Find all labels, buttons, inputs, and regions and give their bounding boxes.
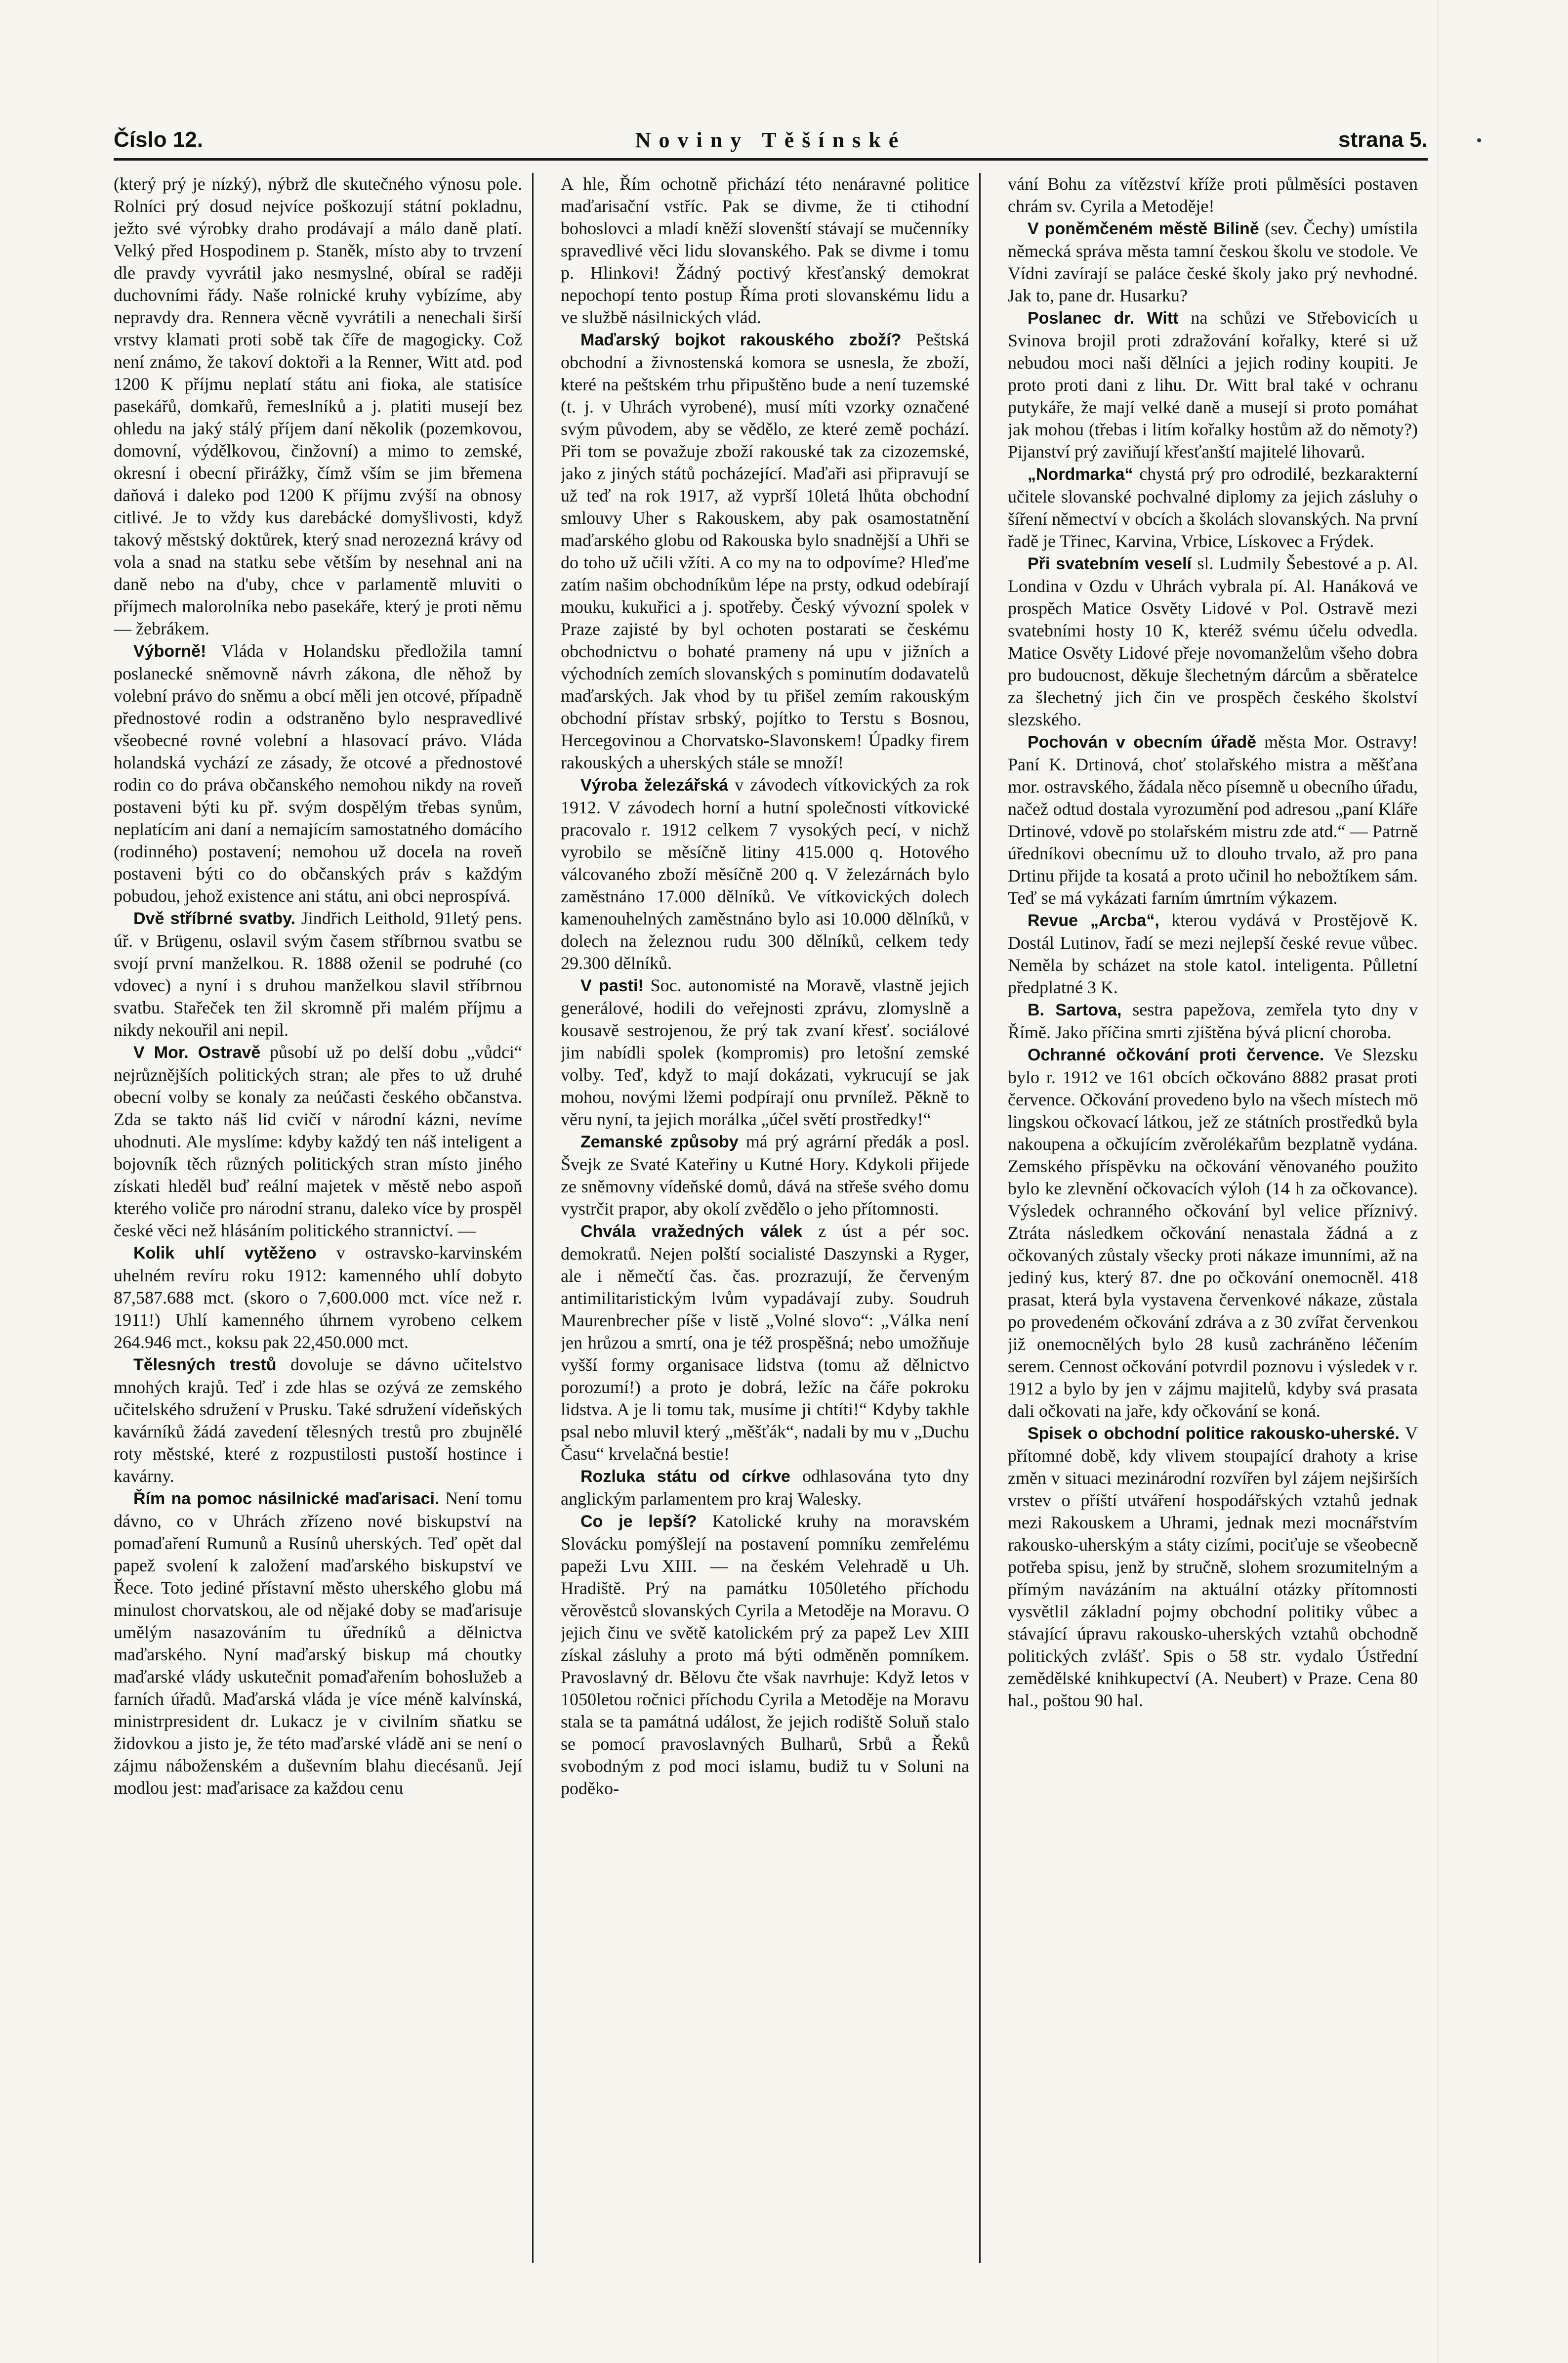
article-continuation-2: A hle, Řím ochotně přichází této nenáravné politice maďarisační vstříc. Pak se divme, že ti ctihodní bohoslovci a mladí kněží slovenští stávají se mučenníky spravedlivé věci lidu slovanského. Pak se divme i tomu p. Hlinkovi! Žádný poctivý křesťanský demokrat nepochopí tento postup Říma proti slovanskému lidu a ve službě násilnických vlád.: [561, 174, 969, 327]
article-witt: Poslanec dr. Witt na schůzi ve Střebovicích u Svinova brojil proti zdražování kořalky, které si už nebudou moci naši dělníci a jejich rodiny koupiti. Je proto proti dani z lihu. Dr. Witt bral také v ochranu putykáře, že mají velké daně a musejí si proto pomáhat jak mohou (třebas i litím kořalky hostům až do němoty?) Pijanství prý zaviňují křesťanští majitelé lihovarů.: [1008, 308, 1418, 462]
article-iron-production: Výroba železářská v závodech vítkovických za rok 1912. V závodech horní a hutní společnosti vítkovické pracovalo r. 1912 celkem 7 vysokých pecí, v nichž vyrobilo se měsíčně litiny 415.000 q. Hotového válcovaného zboží měsíčně 200 q. V železárnách bylo zaměstnáno 17.000 dělníků. Ve vítkovických dolech kamenouhelných zaměstnáno bylo asi 10.000 dělníků, v dolech na železnou rudu 300 dělníků, celkem tedy 29.300 dělníků.: [561, 775, 970, 973]
article-ostrava: V Mor. Ostravě působí už po delší dobu „vůdci“ nejrůznějších politických stran; ale přes to už druhé obecní volby se konaly za neúčasti českého občanstva. Zda se takto náš lid cvičí v národní kázni, nevíme uhodnuti. Ale myslíme: kdyby každý ten náš inteligent a bojovník těch různých politických stran místo jiného získati hleděl buď reální majetek v městě nebo aspoň kterého voliče pro národní stranu, daleko více by prospěl české věci než hlásáním politického strannictví. —: [114, 1042, 522, 1240]
article-separation: Rozluka státu od církve odhlasována tyto dny anglickým parlamentem pro kraj Walesky.: [561, 1466, 970, 1509]
article-holland: Výborně! Vláda v Holandsku předložila tamní poslanecké sněmovně návrh zákona, dle něhož by volební právo do sněmu a obcí měli jen otcové, případně přednostové rodin a odstraněno bylo nespravedlivé všeobecné rovné volební a hlasovací právo. Vláda holandská vychází ze zásady, že otcové a přednostové rodin co do práva občanského nemohou nikdy na roveň postaveni býti ku př. svým dospělým třebas synům, neplatícím ani daní a nemajícím samostatného domácího (rodinného) postavení; nemohou už docela na roveň postaveni býti co do občanských práv s každým pobudou, jehož existence ani státu, ani obci neprospívá.: [114, 641, 522, 906]
article-continuation: (který prý je nízký), nýbrž dle skutečného výnosu pole. Rolníci prý dosud nejvíce poškozují státní pokladnu, ježto své výrobky draho prodávají a málo daně platí. Velký před Hospodinem p. Staněk, místo aby to trvzení dle pravdy vyvrátil jako nesmyslné, obíral se raději duchovními řády. Naše rolnické kruhy vybízíme, aby nepravdy dra. Rennera věcně vyvrátili a nenechali širší vrstvy klamati proti sobě tak číře de magogicky. Což není známo, že takoví doktoři a la Renner, Witt atd. pod 1200 K příjmu neplatí státu ani fioka, ale statisíce pasekářů, domkařů, řemeslníků a j. platiti musejí bez ohledu na jaký stálý příjem daní několik (pozemkovou, domovní, výdělkovou, činžovní) a mimo to zemské, okresní i obecní přirážky, čímž vším se jim břemena daňová i daleko pod 1200 K příjmu zvýší na obnosy citlivé. Je to vždy kus darebácké domyšlivosti, když takový městský doktůrek, který snad nerozezná krávy od vola a snad na statku sebe větším by nesehnal ani na daně nebo na d'uby, chce v parlamentě mluviti o příjmech malorolníka nebo pasekáře, který je proti němu — žebrákem.: [114, 174, 522, 638]
page-fold-line: [1438, 0, 1439, 2363]
article-buried: Pochován v obecním úřadě města Mor. Ostravy! Paní K. Drtinová, choť stolařského mistra a měšťana mor. ostravského, žádala něco písemně u obecního úřadu, načež odtud dostala vyrozumění pod adresou „paní Kláře Drtinové, vdově po stolařském mistru zde atd.“ — Patrně úředníkovi obecnímu už to dlouho trvalo, až pro pana Drtinu přijde ta kosatá a proto učinil ho nebožtíkem sám. Teď se má vykázati farním úmrtním výkazem.: [1008, 732, 1418, 908]
article-coal: Kolik uhlí vytěženo v ostravsko-karvinském uhelném revíru roku 1912: kamenného uhlí dobyto 87,587.688 mct. (skoro o 7,600.000 mct. více než r. 1911!) Uhlí kamenného úhrnem vyrobeno celkem 264.946 mct., koksu pak 22,450.000 mct.: [114, 1243, 522, 1352]
paper-speck: [1477, 138, 1481, 142]
masthead: [114, 124, 1428, 161]
article-nordmarka: „Nordmarka“ chystá prý pro odrodilé, bezkarakterní učitele slovanské pochvalné diplomy za jejich zásluhy o šíření němectví v obcích a školách slovanských. Na první řadě je Třinec, Karvina, Vrbice, Lískovec a Frýdek.: [1008, 464, 1418, 551]
article-sartova: B. Sartova, sestra papežova, zemřela tyto dny v Římě. Jako příčina smrti zjištěna bývá plicní choroba.: [1008, 1000, 1418, 1042]
article-continuation-3: vání Bohu za vítězství kříže proti půlměsíci postaven chrám sv. Cyrila a Metoděje!: [1008, 174, 1418, 216]
column-1: [114, 173, 534, 2263]
article-vaccination: Ochranné očkování proti července. Ve Slezsku bylo r. 1912 ve 161 obcích očkováno 8882 prasat proti července. Očkování provedeno bylo na všech místech mö lingskou očkovací látkou, jež ze státních prostředků byla nakoupena a očkujícím zvěrolékařům bezplatně vydána. Zemského příspěvku na očkování věnovaného použito bylo ke zlevnění očkovacích výloh (14 h za očkovance). Výsledek ochranného očkování byl velice příznivý. Ztráta následkem očkování nenastala žádná a z očkovaných zůstaly všecky proti nákaze imunními, až na jediný kus, který 87. dne po očkování onemocněl. 418 prasat, která byla vystavena červenkové nákaze, zůstala po provedeném očkování zdráva a z 30 zvířat červenkou již onemocnělých bylo 28 kusů zachráněno léčením serem. Cennost očkování potvrdil poznovu i výsledek v r. 1912 a bylo by jen v zájmu majitelů, kdyby svá prasata dali očkovati na jaře, kdy očkování se koná.: [1008, 1045, 1418, 1421]
issue-number: Číslo 12.: [114, 127, 203, 152]
page-number: strana 5.: [1338, 127, 1428, 152]
article-wedding: Při svatebním veselí sl. Ludmily Šebestové a p. Al. Londina v Ozdu v Uhrách vybrala pí. Al. Hanáková ve prospěch Matice Osvěty Lidové v Pol. Ostravě mezi svatebními hosty 10 K, kteréž svému účelu odvedla. Matice Osvěty Lidové přeje novomanželům všeho dobra pro budoucnost, děkuje šlechetným dárcům a sběratelce za šlechetný jich čin ve prospěch českého školství slezského.: [1008, 553, 1418, 729]
article-trap: V pasti! Soc. autonomisté na Moravě, vlastně jejich generálové, hodili do veřejnosti zprávu, zlomyslně a kousavě sestrojenou, že prý tak zvaní křesť. sociálové jim nabídli spolek (kompromis) pro letošní zemské volby. Teď, když to mají dokázati, vykrucují se jak mohou, novými lžemi podpírají onu prvnílež. Pěkně to věru nyní, ta jejich morálka „účel světí prostředky!“: [561, 975, 969, 1129]
article-silver-wedding: Dvě stříbrné svatby. Jindřich Leithold, 91letý pens. úř. v Brügenu, oslavil svým časem stříbrnou svatbu se svojí první manželkou. R. 1888 oženil se podruhé (co vdovec) a nyní i s druhou manželkou slavil stříbrnou svatbu. Stařeček ten žil skromně při malém příjmu a nikdy nekouřil ani nepil.: [114, 908, 522, 1040]
article-trade-policy: Spisek o obchodní politice rakousko-uherské. V přítomné době, kdy vlivem stoupající drahoty a krise změn v situaci mezinárodní rozvířen byl zájem nejširších vrstev o příští utváření hospodářských vztahů jednak mezi Rakouskem a Uhrami, jednak mezi mocnářstvím rakousko-uherským a státy cizími, pociťuje se všeobecně potřeba spisu, jenž by stručně, slohem srozumitelným a přímým navázáním na aktuální otázky přítomnosti vysvětlil základní pojmy obchodní politiky vůbec a stávající úpravu rakousko-uherských vztahů obchodně politických zvlášť. Spis o 58 str. vydalo Ústřední zemědělské knihkupectví (A. Neubert) v Praze. Cena 80 hal., poštou 90 hal.: [1008, 1423, 1418, 1710]
column-3: [1008, 173, 1428, 2263]
newspaper-page: [114, 124, 1428, 2283]
article-war-praise: Chvála vražedných válek z úst a pér soc. demokratů. Nejen polští socialisté Daszynski a Ryger, ale i němečtí čas. čas. prozrazují, že červeným antimilitaristickým lvům vypadávají zuby. Soudruh Maurenbrecher píše v listě „Volné slovo“: „Válka není jen hrůzou a smrtí, ona je též prospěšná; nebo umožňuje vyšší formy organisace lidstva (tomu až dělnictvo porozumí!) a proto je dobrá, ležíc na čáře pokroku lidstva. A je li tomu tak, musíme ji chtíti!“ Kdyby takhle psal nebo mluvil který „měšťák“, nadali by mu v „Duchu Času“ krvelačná bestie!: [561, 1221, 969, 1464]
article-corporal-punishment: Tělesných trestů dovoluje se dávno učitelstvo mnohých krajů. Teď i zde hlas se ozývá ze zemského učitelského sdružení v Prusku. Také sdružení vídeňských kavárníků žádá zavedení tělesných trestů pro zbujnělé roty městské, které z rozpustilosti pustoší hostince i kavárny.: [114, 1354, 522, 1486]
article-bilina: V poněmčeném městě Bilině (sev. Čechy) umístila německá správa města tamní českou školu ve stodole. Ve Vídni zavírají se paláce české školy jako prý nevhodné. Jak to, pane dr. Husarku?: [1008, 218, 1418, 305]
article-columns: [114, 173, 1428, 2263]
article-boycott: Maďarský bojkot rakouského zboží? Peštská obchodní a živnostenská komora se usnesla, že zboží, které na peštském trhu připuštěno bude a není tuzemské (t. j. v Uhrách vyrobené), musí míti vzorky označené svým původem, aby se vědělo, ze které země pochází. Při tom se považuje zboží rakouské tak za cizozemské, jako z jiných států pocházející. Maďaři asi připravují se už teď na rok 1917, až vyprší 10letá lhůta obchodní smlouvy Uher s Rakouskem, aby pak osamostatnění maďarského globu od Rakouska bylo snadnější a Uhři se do toho už učili vžíti. A co my na to odpovíme? Hleďme zatím našim obchodníkům lépe na prsty, odkud odebírají mouku, kukuřici a j. spotřeby. Český vývozní spolek v Praze zajisté by byl ochoten postarati se českému obchodnictvu o bohaté prameny ná upu v jižních a východních zemích slovanských s pominutím dodavatelů maďarských. Jak vhod by tu přišel zemím rakouským obchodní přístav srbský, pojítko to Terstu s Bosnou, Hercegovinou a Chorvatsko-Slavonskem! Úpadky firem rakouských a uherských stále se množí!: [561, 330, 970, 772]
article-manners: Zemanské způsoby má prý agrární předák a posl. Švejk ze Svaté Kateřiny u Kutné Hory. Kdykoli přijede ze sněmovny vídeňské domů, dává na střeše svého domu vystrčit prapor, aby okolí zvědělo o jeho přítomnosti.: [561, 1132, 970, 1219]
newspaper-title: Noviny Těšínské: [635, 128, 907, 152]
article-revue: Revue „Arcba“, kterou vydává v Prostějově K. Dostál Lutinov, řadí se mezi nejlepší české revue vůbec. Neměla by scházet na stole katol. inteligenta. Půlletní předplatné 3 K.: [1008, 910, 1418, 997]
article-better: Co je lepší? Katolické kruhy na moravském Slovácku pomýšlejí na postavení pomníku zemřelému papeži Lvu XIII. — na českém Velehradě u Uh. Hradiště. Prý na památku 1050letého příchodu věrověstců slovanských Cyrila a Metoděje na Moravu. O jejich činu ve světě katolickém prý za papež Lev XIII získal zásluhy a proto má býti odměněn pomníkem. Pravoslavný dr. Bělovu čte však navrhuje: Když letos v 1050letou ročnici příchodu Cyrila a Metoděje na Moravu stala se ta památná událost, že jejich rodiště Soluň stalo se pomocí pravoslavných Bulharů, Srbů a Řeků svobodným z pod moci islamu, budiž tu v Soluni na poděko-: [561, 1511, 969, 1798]
column-2: [561, 173, 981, 2263]
article-rome: Řím na pomoc násilnické maďarisaci. Není tomu dávno, co v Uhrách zřízeno nové biskupství na pomaďaření Rumunů a Rusínů uherských. Teď opět dal papež svolení k založení maďarského biskupství ve Řece. Toto jediné přístavní město uherského globu má minulost chorvatskou, ale od nějaké doby se maďarisuje umělým nasazováním tu úředníků a dělnictva maďarského. Nyní maďarský biskup má choutky maďarské vlády uskutečnit pomaďařením bohoslužeb a farních úřadů. Maďarská vláda je více méně kalvínská, ministrpresident dr. Lukacz je v civilním sňatku se židovkou a jisto je, že této maďarské vládě ani se není o zájmu náboženském a duševním blahu diecésanů. Její modlou jest: maďarisace za každou cenu: [114, 1488, 522, 1798]
